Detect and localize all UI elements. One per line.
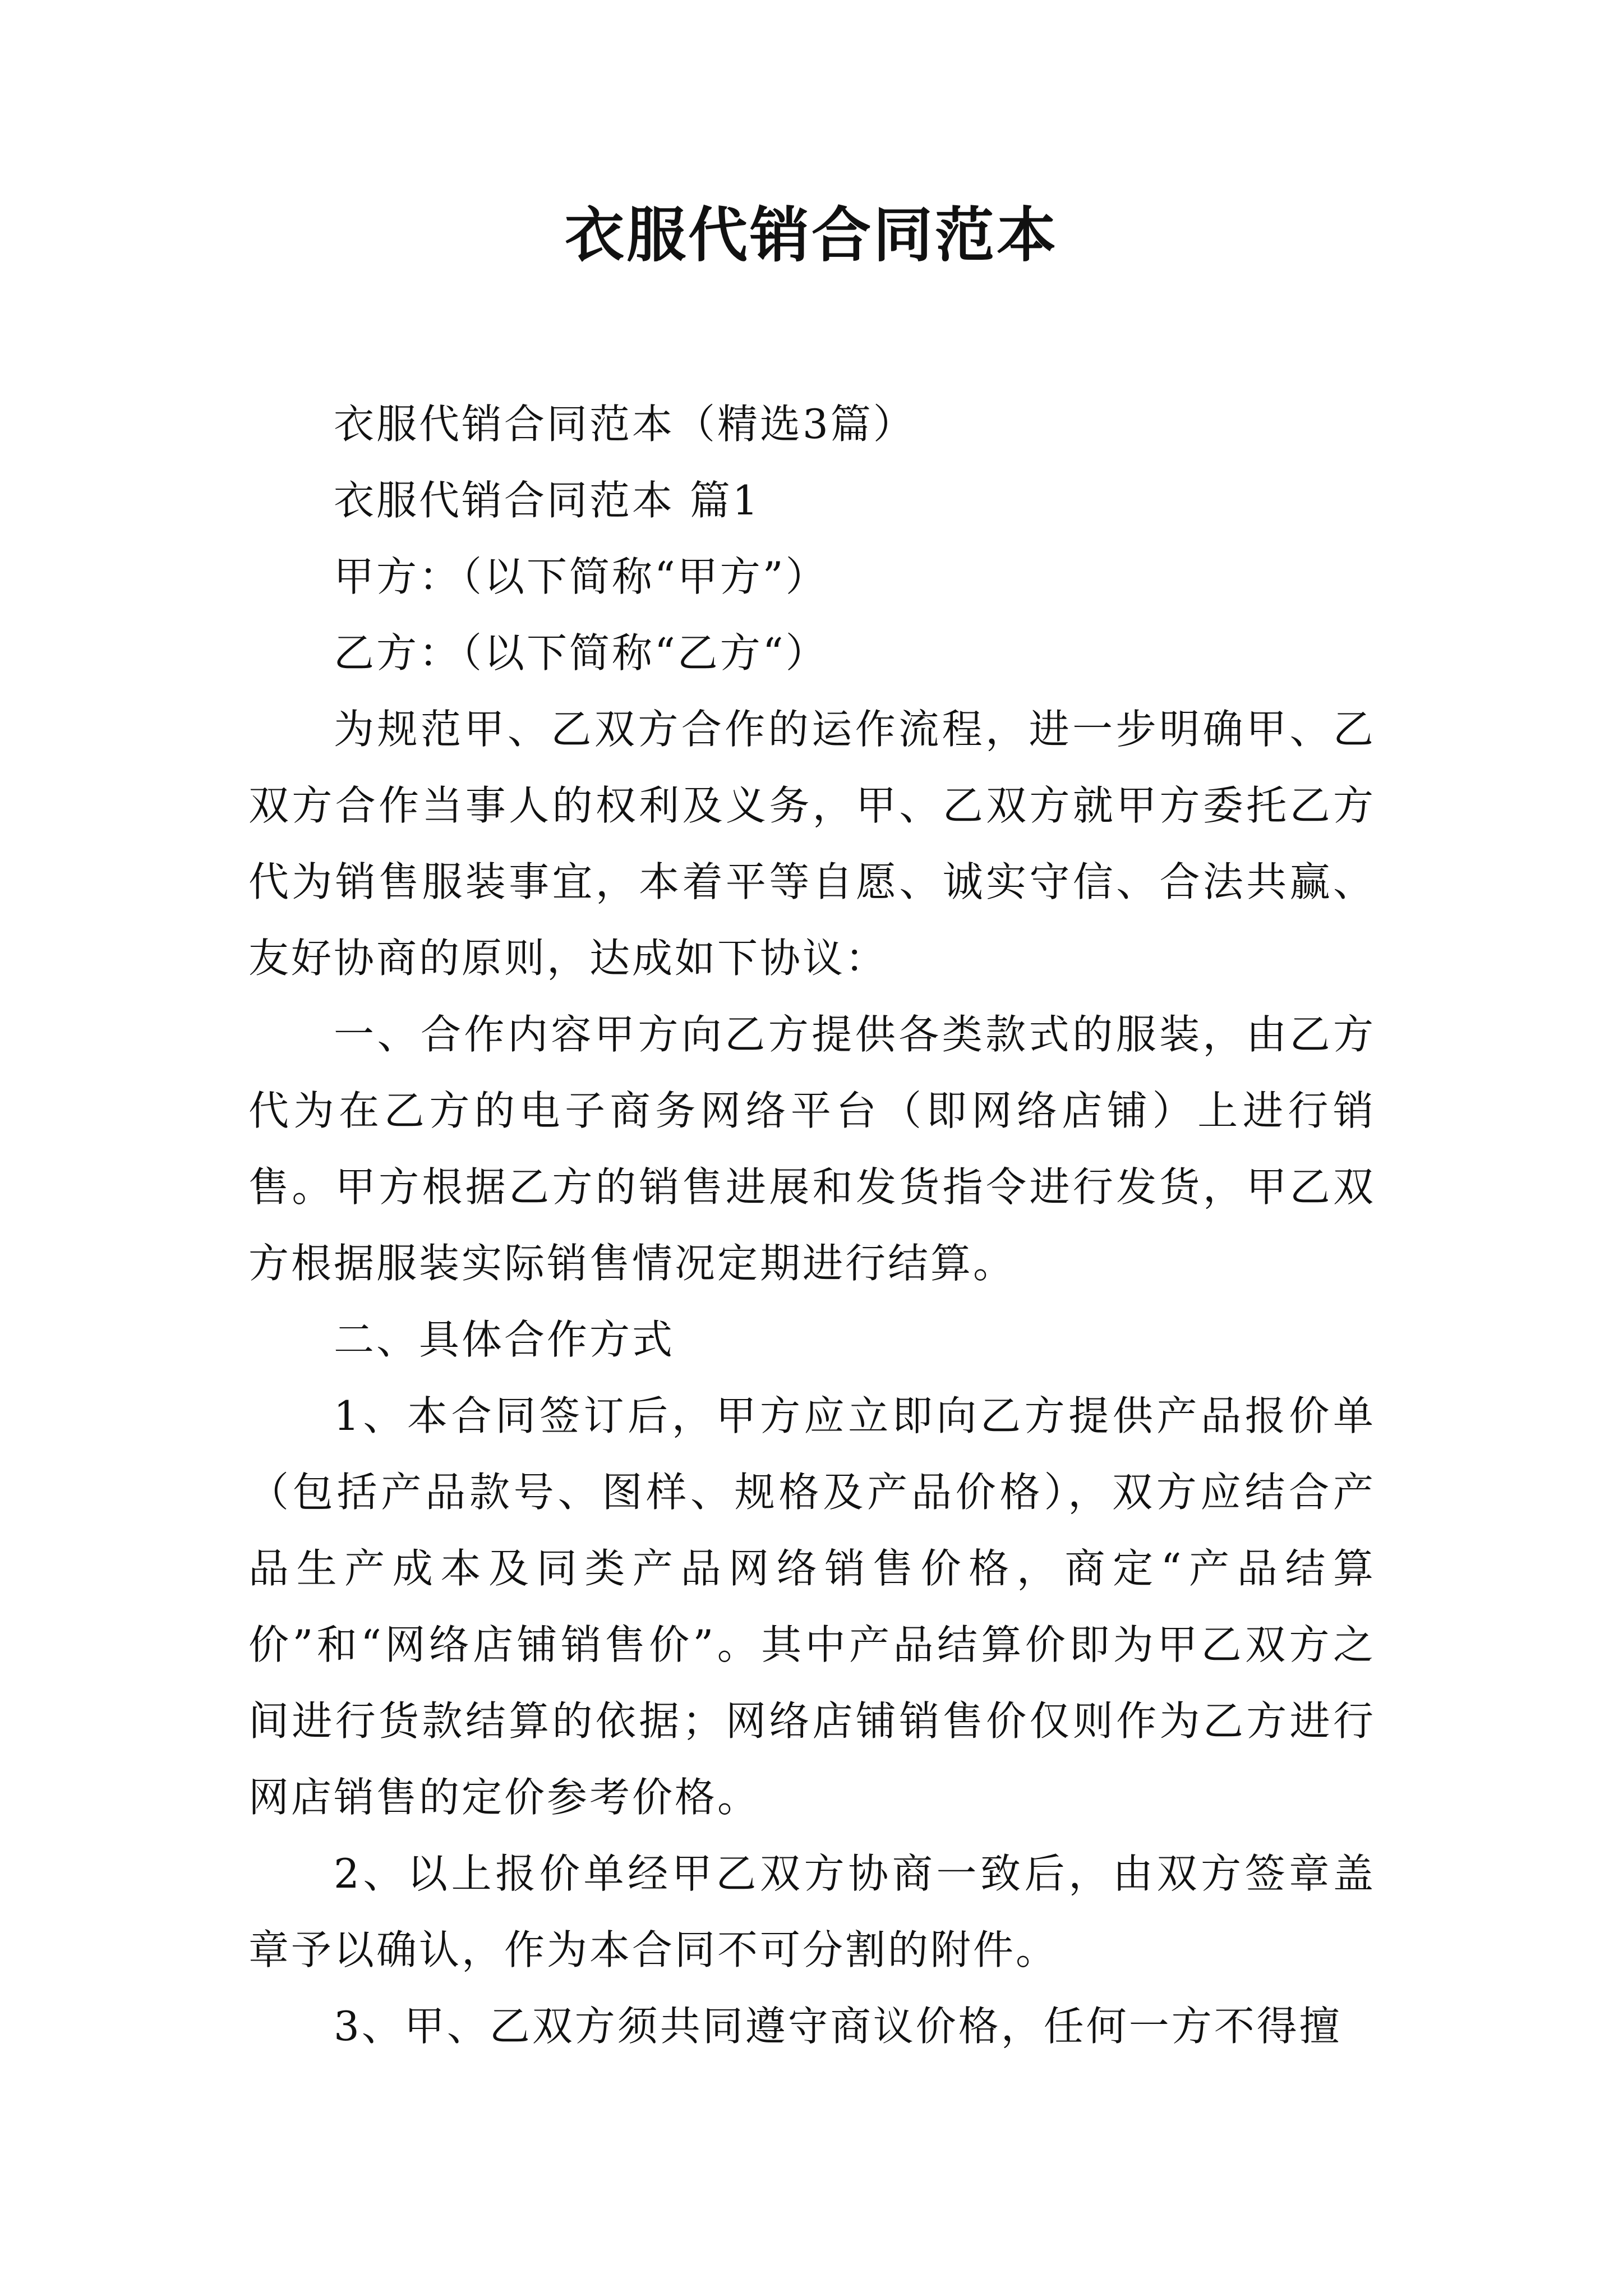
party-b-paragraph: 乙方：（以下简称“乙方“） [334,629,828,677]
subtitle-paragraph: 衣服代销合同范本（精选3篇） [334,401,916,448]
clause-2-item-2: 2、以上报价单经甲乙双方协商一致后，由双方签章盖章予以确认，作为本合同不可分割的附件。 [248,1850,1376,1973]
party-a-paragraph: 甲方：（以下简称“甲方”） [334,553,828,600]
preamble-paragraph: 为规范甲、乙双方合作的运作流程，进一步明确甲、乙双方合作当事人的权利及义务，甲、乙双方就甲方委托乙方代为销售服装事宜，本着平等自愿、诚实守信、合法共赢、友好协商的原则，达成如下协议： [248,706,1376,982]
clause-1-paragraph: 一、合作内容甲方向乙方提供各类款式的服装，由乙方代为在乙方的电子商务网络平台（即网络店铺）上进行销售。甲方根据乙方的销售进展和发货指令进行发货，甲乙双方根据服装实际销售情况定期进行结算。 [248,1011,1376,1287]
clause-2-item-1: 1、本合同签订后，甲方应立即向乙方提供产品报价单（包括产品款号、图样、规格及产品价格），双方应结合产品生产成本及同类产品网络销售价格，商定“产品结算价”和“网络店铺销售价”。其中产品结算价即为甲乙双方之间进行货款结算的依据；网络店铺销售价仅则作为乙方进行网店销售的定价参考价格。 [248,1392,1376,1821]
clause-2-item-3: 3、甲、乙双方须共同遵守商议价格，任何一方不得擅 [334,2003,1342,2050]
document-title: 衣服代销合同范本 [565,201,1058,270]
document-body [248,386,1376,2064]
clause-2-heading: 二、具体合作方式 [334,1316,675,1363]
section-heading-paragraph: 衣服代销合同范本 篇1 [334,477,760,524]
